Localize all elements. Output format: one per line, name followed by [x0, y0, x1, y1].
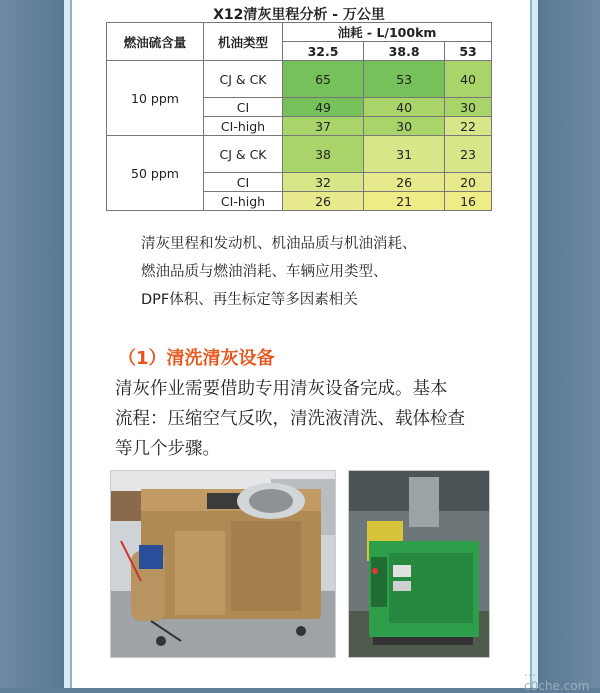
value-cell: 65 [283, 61, 364, 98]
value-cell: 26 [364, 173, 445, 192]
dpf-oven-photo [348, 470, 490, 658]
header-fuel-level: 32.5 [283, 42, 364, 61]
value-cell: 31 [364, 136, 445, 173]
left-background [0, 0, 64, 688]
value-cell: 21 [364, 192, 445, 211]
paragraph-line: DPF体积、再生标定等多因素相关 [141, 292, 358, 308]
value-cell: 40 [445, 61, 492, 98]
oil-type-cell: CI [204, 98, 283, 117]
oil-type-cell: CJ & CK [204, 61, 283, 98]
header-oil-type: 机油类型 [204, 23, 283, 61]
value-cell: 23 [445, 136, 492, 173]
value-cell: 26 [283, 192, 364, 211]
value-cell: 20 [445, 173, 492, 192]
sulfur-cell: 50 ppm [107, 136, 204, 211]
right-background [538, 0, 600, 688]
oil-type-cell: CI-high [204, 192, 283, 211]
process-description [115, 374, 515, 464]
value-cell: 53 [364, 61, 445, 98]
header-sulfur: 燃油硫含量 [107, 23, 204, 61]
header-fuel-consumption: 油耗 - L/100km [283, 23, 492, 42]
value-cell: 30 [364, 117, 445, 136]
section-title: （1）清洗清灰设备 [118, 348, 275, 369]
body-line: 等几个步骤。 [115, 439, 220, 459]
paragraph-line: 清灰里程和发动机、机油品质与机油消耗、 [141, 236, 417, 252]
oil-type-cell: CI [204, 173, 283, 192]
header-fuel-level: 38.8 [364, 42, 445, 61]
body-line: 清灰作业需要借助专用清灰设备完成。基本 [115, 379, 448, 399]
cleaning-mileage-table [106, 22, 492, 211]
value-cell: 37 [283, 117, 364, 136]
sulfur-cell: 10 ppm [107, 61, 204, 136]
oil-type-cell: CI-high [204, 117, 283, 136]
value-cell: 22 [445, 117, 492, 136]
watermark: …c0che.com [524, 665, 590, 693]
value-cell: 30 [445, 98, 492, 117]
oil-type-cell: CJ & CK [204, 136, 283, 173]
header-fuel-level: 53 [445, 42, 492, 61]
ash-cleaning-machine-photo [110, 470, 336, 658]
value-cell: 32 [283, 173, 364, 192]
value-cell: 49 [283, 98, 364, 117]
value-cell: 38 [283, 136, 364, 173]
paragraph-line: 燃油品质与燃油消耗、车辆应用类型、 [141, 264, 388, 280]
value-cell: 40 [364, 98, 445, 117]
body-line: 流程：压缩空气反吹，清洗液清洗、载体检查 [115, 409, 465, 429]
factors-paragraph [141, 230, 501, 314]
frame-border-left [70, 0, 72, 688]
frame-border-right [530, 0, 532, 688]
table-title: X12清灰里程分析 - 万公里 [213, 7, 385, 23]
value-cell: 16 [445, 192, 492, 211]
